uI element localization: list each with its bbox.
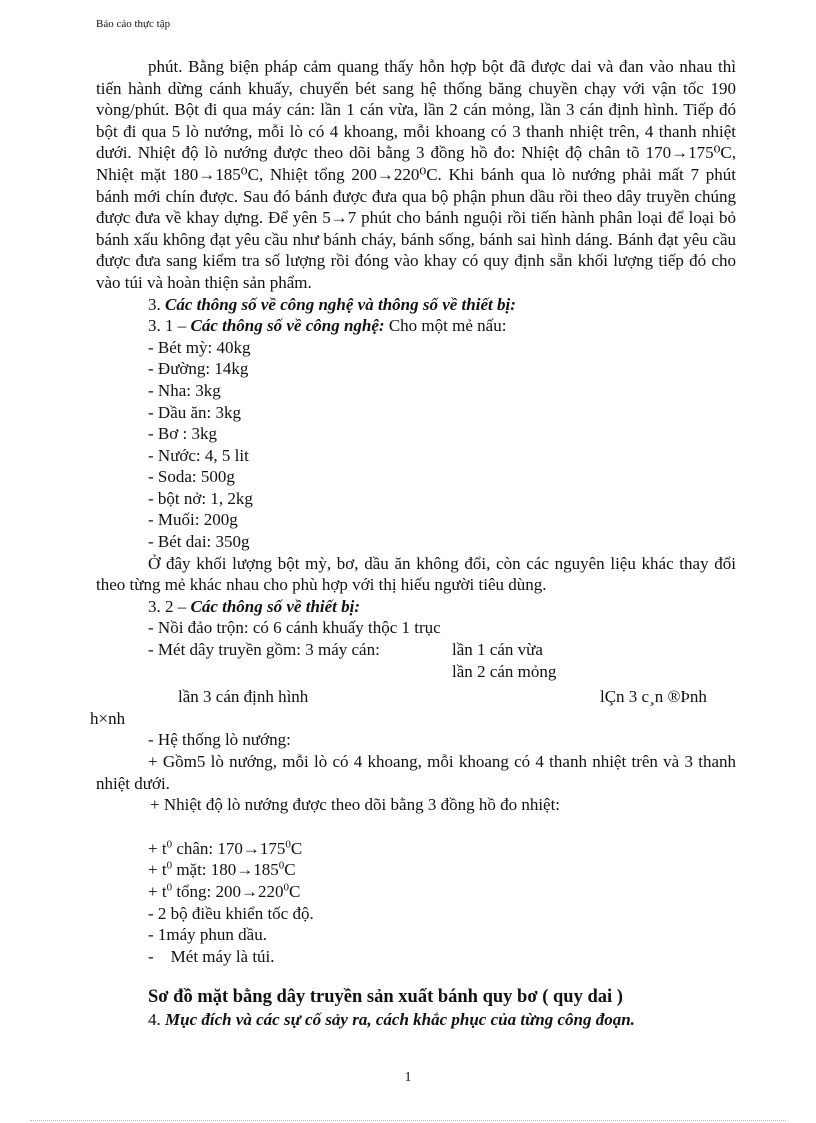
ingredient-item: - Bơ : 3kg xyxy=(148,424,217,444)
temperature-item: + $t^0$ chân: $170\to 175^0C$ xyxy=(148,838,303,858)
temperature-list xyxy=(96,838,736,903)
spacer xyxy=(96,816,736,838)
equipment-mixer: - Nồi đảo trộn: có 6 cánh khuấy thộc 1 trục xyxy=(148,618,441,638)
oven-description: + Gồm5 lò nướng, mỗi lò có 4 khoang, mỗi khoang có 4 thanh nhiệt trên và 3 thanh nhiệt dưới. xyxy=(96,752,736,793)
misc-equipment-list xyxy=(96,903,736,968)
roller-step-3: lần 3 cán định hình xyxy=(178,687,309,707)
equipment-line-row xyxy=(96,639,736,661)
roller-step-3-garbled-tail: h×nh xyxy=(90,708,126,728)
roller-step-2: lần 2 cán mỏng xyxy=(452,661,557,681)
temperature-item: + $t^0$ tổng: $200\to 220^0C$ xyxy=(148,881,301,901)
temperature-item: + $t^0$ mặt: $180\to 185^0C$ xyxy=(148,859,296,880)
paragraph-ingredient-note: Ở đây khối lượng bột mỳ, bơ, dầu ăn không đổi, còn các nguyên liệu khác thay đổi theo từng mẻ khác nhau cho phù hợp với thị hiếu người tiêu dùng. xyxy=(96,553,736,595)
ingredient-item: - Dầu ăn: 3kg xyxy=(148,402,242,422)
equipment-line-row xyxy=(96,686,736,708)
page-bottom-rule xyxy=(30,1120,786,1121)
misc-item: - Mét máy là túi. xyxy=(148,946,275,966)
diagram-title: Sơ đồ mặt bằng dây truyền sản xuất bánh quy bơ ( quy dai ) xyxy=(148,987,623,1008)
paragraph-process: phút. Bằng biện pháp cảm quang thấy hỗn hợp bột đã được dai và đan vào nhau thì tiến hành dừng cánh khuấy, chuyển bét sang hệ thống băng chuyền chạy với vận tốc 190 vòng/phút. Bột đi qua máy cán: lần 1 cán vừa, lần 2 cán mỏng, lần 3 cán định hình. Tiếp đó bột đi qua 5 lò nướng, mỗi lò có 4 khoang, mỗi khoang có 3 thanh nhiệt trên, 4 thanh nhiệt dưới. Nhiệt độ lò nướng được theo dõi bằng 3 đồng hồ đo: Nhiệt độ chân tõ 170→175⁰C, Nhiệt mặt 180→185⁰C, Nhiệt tổng 200→220⁰C. Khi bánh qua lò nướng phải mất 7 phút bánh mới chín được. Sau đó bánh được đưa qua bộ phận phun dầu rồi theo dây truyền chúng được đưa về khay dựng. Để yên 5→7 phút cho bánh nguội rồi tiến hành phân loại để loại bỏ bánh xấu không đạt yêu cầu như bánh cháy, bánh sống, bánh sai hình dáng. Bánh đạt yêu cầu được đưa sang kiểm tra số lượng rồi đóng vào khay có quy định sẵn khối lượng tiếp đó cho vào túi và hoàn thiện sản phẩm. xyxy=(96,57,736,292)
document-body xyxy=(90,56,736,1031)
ingredient-list xyxy=(96,337,736,553)
equipment-line-row xyxy=(96,661,736,683)
section-3-2-heading: 3. 2 – Các thông số về thiết bị: xyxy=(148,596,361,616)
equipment-line-label: - Mét dây truyền gồm: 3 máy cán: xyxy=(148,640,380,660)
section-3-heading: 3. Các thông số về công nghệ và thông số về thiết bị: xyxy=(148,294,516,314)
ingredient-item: - Bét dai: 350g xyxy=(148,532,250,552)
roller-step-3-garbled: lÇn 3 c¸n ®Þnh xyxy=(600,687,707,707)
oven-temperature-note: + Nhiệt độ lò nướng được theo dõi bằng 3 đồng hồ đo nhiệt: xyxy=(150,795,561,815)
equipment-line-row xyxy=(90,708,736,730)
ingredient-item: - bột nở: 1, 2kg xyxy=(148,488,253,508)
running-header: Báo cáo thực tập xyxy=(96,18,171,30)
ingredient-item: - Soda: 500g xyxy=(148,467,235,487)
misc-item: - 1máy phun dầu. xyxy=(148,925,267,945)
ingredient-item: - Nha: 3kg xyxy=(148,380,221,400)
ingredient-item: - Bét mỳ: 40kg xyxy=(148,337,251,357)
ingredient-item: - Muối: 200g xyxy=(148,510,238,530)
ingredient-item: - Đường: 14kg xyxy=(148,359,249,379)
page-number: 1 xyxy=(404,1070,412,1085)
oven-system-heading: - Hệ thống lò nướng: xyxy=(148,730,291,750)
section-4-heading: 4. Mục đích và các sự cố sảy ra, cách khắc phục của từng công đoạn. xyxy=(148,1009,635,1029)
ingredient-item: - Nước: 4, 5 lit xyxy=(148,445,249,465)
roller-step-1: lần 1 cán vừa xyxy=(452,640,543,660)
misc-item: - 2 bộ điều khiển tốc độ. xyxy=(148,903,314,923)
section-3-1-heading: 3. 1 – Các thông số về công nghệ: Cho một mẻ nấu: xyxy=(148,316,507,336)
